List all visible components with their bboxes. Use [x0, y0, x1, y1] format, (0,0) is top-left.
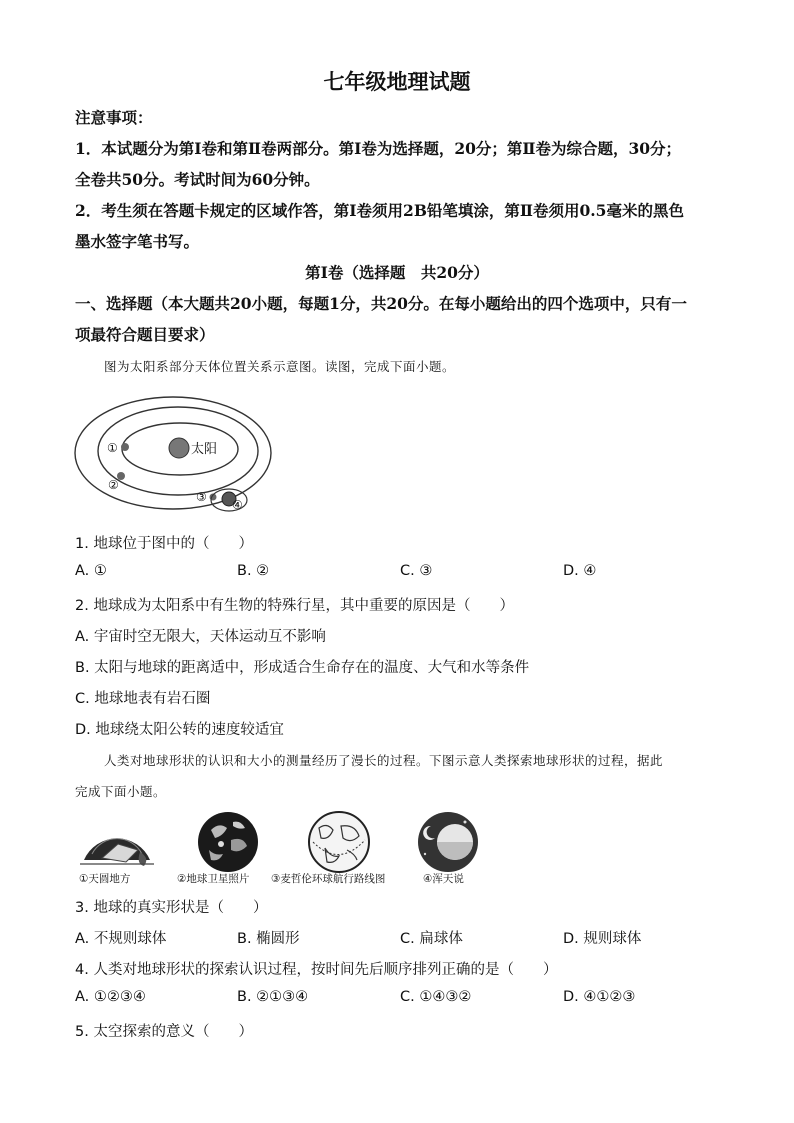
q3-option-a[interactable]: A. 不规则球体 — [75, 931, 167, 947]
section-title: 第Ⅰ卷（选择题 共20分） — [305, 263, 489, 282]
figure2-intro-line-1: 人类对地球形状的认识和大小的测量经历了漫长的过程。下图示意人类探索地球形状的过程，据此 — [104, 753, 664, 768]
q3-option-d[interactable]: D. 规则球体 — [563, 931, 642, 947]
solar-system-diagram — [72, 393, 292, 523]
q2-option-d[interactable]: D. 地球绕太阳公转的速度较适宜 — [75, 722, 284, 738]
planet-2-marker: ② — [108, 478, 119, 492]
q4-option-d[interactable]: D. ④①②③ — [563, 989, 636, 1005]
satellite-earth-photo — [193, 810, 263, 874]
notice-2-line-2: 墨水签字笔书写。 — [75, 232, 200, 251]
q1-stem: 1. 地球位于图中的（ ） — [75, 536, 253, 552]
planet-4-marker: ④ — [232, 498, 243, 512]
q3-option-b[interactable]: B. 椭圆形 — [237, 931, 300, 947]
q3-stem: 3. 地球的真实形状是（ ） — [75, 900, 268, 916]
armillary-theory-picture — [413, 810, 483, 874]
notice-1-line-1: 1．本试题分为第Ⅰ卷和第Ⅱ卷两部分。第Ⅰ卷为选择题，20分；第Ⅱ卷为综合题，30分； — [75, 139, 682, 158]
caption-2: ②地球卫星照片 — [177, 873, 250, 885]
part1-instructions-line-2: 项最符合题目要求） — [75, 325, 215, 344]
q4-option-b[interactable]: B. ②①③④ — [237, 989, 309, 1005]
q1-option-b[interactable]: B. ② — [237, 563, 270, 579]
q1-option-a[interactable]: A. ① — [75, 563, 107, 579]
q1-option-d[interactable]: D. ④ — [563, 563, 597, 579]
sun-label: 太阳 — [191, 442, 218, 457]
caption-3: ③麦哲伦环球航行路线图 — [271, 873, 386, 885]
caption-4: ④浑天说 — [423, 873, 464, 885]
figure1-intro: 图为太阳系部分天体位置关系示意图。读图，完成下面小题。 — [104, 359, 456, 374]
q4-stem: 4. 人类对地球形状的探索认识过程，按时间先后顺序排列正确的是（ ） — [75, 962, 558, 978]
heaven-round-earth-square-picture — [78, 814, 158, 870]
planet-1-marker: ① — [107, 441, 118, 455]
magellan-route-map — [301, 810, 377, 874]
q1-option-c[interactable]: C. ③ — [400, 563, 433, 579]
notice-1-line-2: 全卷共50分。考试时间为60分钟。 — [75, 170, 320, 189]
q2-option-b[interactable]: B. 太阳与地球的距离适中，形成适合生命存在的温度、大气和水等条件 — [75, 660, 530, 676]
q4-option-a[interactable]: A. ①②③④ — [75, 989, 146, 1005]
notice-heading: 注意事项： — [75, 108, 153, 127]
q2-stem: 2. 地球成为太阳系中有生物的特殊行星，其中重要的原因是（ ） — [75, 598, 514, 614]
planet-1-icon — [121, 443, 129, 451]
figure2-intro-line-2: 完成下面小题。 — [75, 784, 167, 799]
sun-icon — [169, 438, 189, 458]
q3-option-c[interactable]: C. 扁球体 — [400, 931, 463, 947]
part1-instructions-line-1: 一、选择题（本大题共20小题，每题1分，共20分。在每小题给出的四个选项中，只有一 — [75, 294, 687, 313]
page-title: 七年级地理试题 — [323, 69, 471, 94]
q2-option-a[interactable]: A. 宇宙时空无限大，天体运动互不影响 — [75, 629, 326, 645]
q4-option-c[interactable]: C. ①④③② — [400, 989, 472, 1005]
notice-2-line-1: 2．考生须在答题卡规定的区域作答，第Ⅰ卷须用2B铅笔填涂，第Ⅱ卷须用0.5毫米的黑色 — [75, 201, 684, 220]
q2-option-c[interactable]: C. 地球地表有岩石圈 — [75, 691, 211, 707]
caption-1: ①天圆地方 — [79, 873, 131, 885]
q5-stem: 5. 太空探索的意义（ ） — [75, 1024, 253, 1040]
planet-3-marker: ③ — [196, 490, 207, 504]
